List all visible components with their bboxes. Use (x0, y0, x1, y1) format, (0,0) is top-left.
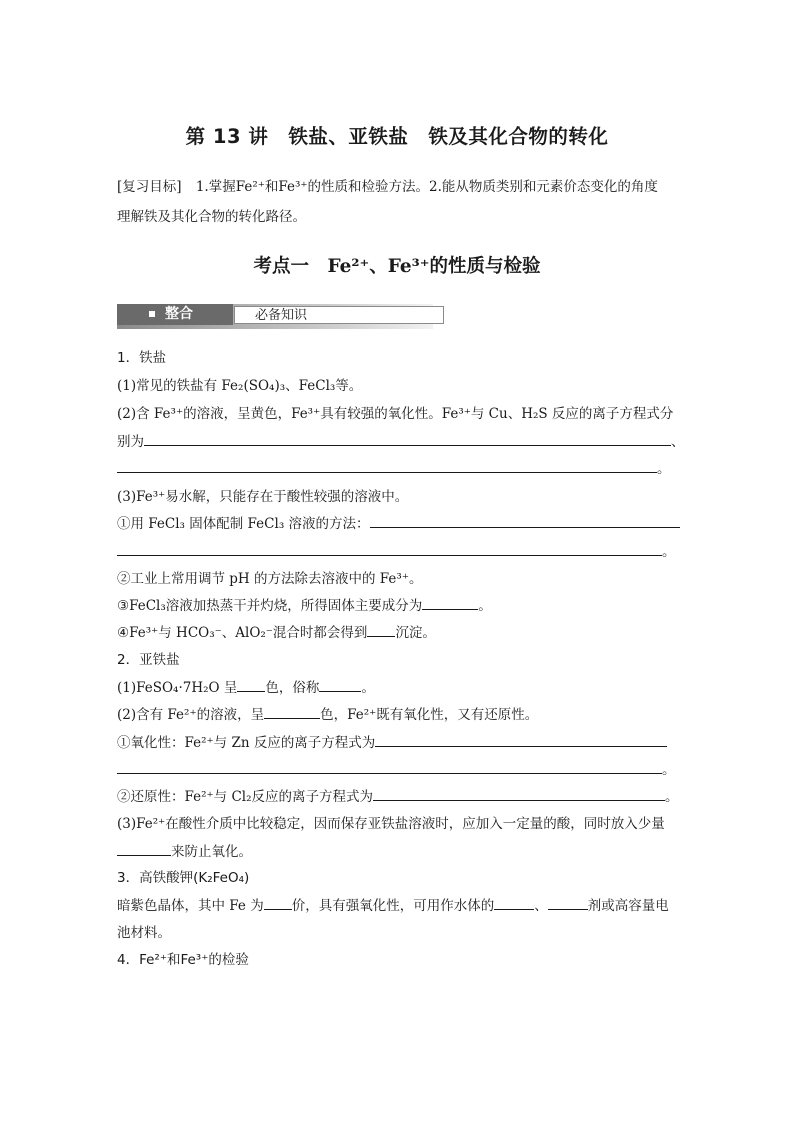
ferrate-p1: 暗紫色晶体，其中 Fe 为 价，具有强氧化性，可用作水体的 、 剂或高容量电 (117, 898, 669, 914)
answer-blank[interactable] (264, 705, 320, 719)
review-goal-line-1: 1.掌握Fe²⁺和Fe³⁺的性质和检验方法。2.能从物质类别和元素价态变化的角度 (195, 179, 658, 195)
iron-salts-p2c: 。 (117, 457, 677, 477)
heading-potassium-ferrate: 3．高铁酸钾(K₂FeO₄) (117, 870, 250, 886)
iron-salts-p4: ①用 FeCl₃ 固体配制 FeCl₃ 溶液的方法： (117, 512, 677, 532)
iron-salts-p6: ③FeCl₃溶液加热蒸干并灼烧，所得固体主要成分为 。 (117, 598, 492, 614)
ferrous-salts-p1: (1)FeSO₄·7H₂O 呈 色，俗称 。 (117, 680, 375, 696)
iron-salts-p7: ④Fe³⁺与 HCO₃⁻、AlO₂⁻混合时都会得到 沉淀。 (117, 625, 436, 641)
ferrous-salts-p4: ②还原性：Fe²⁺与 Cl₂反应的离子方程式为 。 (117, 789, 679, 805)
review-goal (117, 172, 682, 232)
answer-blank[interactable] (117, 760, 662, 774)
answer-blank[interactable] (144, 432, 671, 446)
iron-salts-p3: (3)Fe³⁺易水解，只能存在于酸性较强的溶液中。 (117, 489, 409, 505)
section-banner (117, 304, 433, 329)
lecture-title: 第 13 讲 铁盐、亚铁盐 铁及其化合物的转化 (185, 125, 609, 148)
ferrous-salts-p3: ①氧化性：Fe²⁺与 Zn 反应的离子方程式为 (117, 731, 677, 751)
answer-blank[interactable] (117, 459, 657, 473)
review-goal-label: [复习目标] (117, 179, 182, 195)
square-bullet-icon (149, 311, 155, 317)
answer-blank[interactable] (319, 678, 361, 692)
ferrous-salts-p2: (2)含有 Fe²⁺的溶液，呈 色，Fe²⁺既有氧化性，又有还原性。 (117, 707, 539, 723)
ferrous-salts-p5: (3)Fe²⁺在酸性介质中比较稳定，因而保存亚铁盐溶液时，应加入一定量的酸，同时放入少量 (117, 816, 665, 832)
banner-tag-integrate: 整合 (117, 304, 233, 325)
section-title: 考点一 Fe²⁺、Fe³⁺的性质与检验 (253, 256, 541, 277)
ferrous-salts-p5b: 来防止氧化。 (117, 840, 677, 860)
answer-blank[interactable] (494, 896, 534, 910)
review-goal-line-2: 理解铁及其化合物的转化路径。 (117, 209, 306, 225)
answer-blank[interactable] (117, 842, 171, 856)
ferrous-salts-p3b: 。 (117, 758, 677, 778)
iron-salts-p1: (1)常见的铁盐有 Fe₂(SO₄)₃、FeCl₃等。 (117, 378, 363, 394)
iron-salts-p2: (2)含 Fe³⁺的溶液，呈黄色，Fe³⁺具有较强的氧化性。Fe³⁺与 Cu、H₂S 反应的离子方程式分 (117, 406, 674, 422)
iron-salts-p5: ②工业上常用调节 pH 的方法除去溶液中的 Fe³⁺。 (117, 571, 423, 587)
heading-ion-detection: 4．Fe²⁺和Fe³⁺的检验 (117, 952, 249, 968)
answer-blank[interactable] (367, 623, 395, 637)
iron-salts-p2b: 别为 、 (117, 434, 685, 450)
answer-blank[interactable] (237, 678, 265, 692)
ferrate-p2: 池材料。 (117, 925, 171, 941)
answer-blank[interactable] (422, 596, 478, 610)
answer-blank[interactable] (548, 896, 588, 910)
answer-blank[interactable] (373, 787, 665, 801)
answer-blank[interactable] (370, 514, 680, 528)
answer-blank[interactable] (117, 542, 662, 556)
heading-ferrous-salts: 2．亚铁盐 (117, 652, 180, 668)
heading-iron-salts: 1．铁盐 (117, 350, 167, 366)
answer-blank[interactable] (375, 733, 667, 747)
banner-tag-knowledge: 必备知识 (234, 306, 444, 324)
answer-blank[interactable] (264, 896, 292, 910)
iron-salts-p4b: 。 (117, 540, 677, 560)
